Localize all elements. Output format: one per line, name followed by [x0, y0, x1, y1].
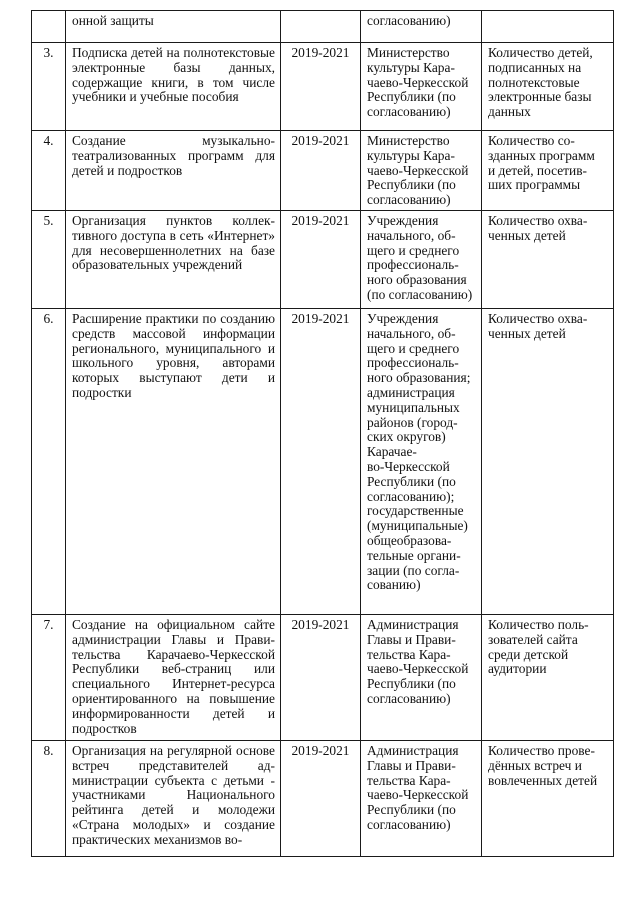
indicator: Количество поль- зователей сайта среди детской аудитории — [482, 614, 614, 740]
table-row — [32, 614, 614, 740]
row-number: 3. — [32, 43, 66, 131]
row-number: 4. — [32, 131, 66, 211]
action-description: Организация пунктов коллективного доступа в сеть «Интернет» для несовершеннолетних на базе образовательных учреждений — [66, 210, 281, 308]
executor: согласованию) — [361, 11, 482, 43]
executor: Администрация Главы и Прави- тельства Кара- чаево-Черкесской Республики (по согласованию) — [361, 740, 482, 856]
row-number: 5. — [32, 210, 66, 308]
action-description: Расширение практики по созданию средств массовой информации регионального, муниципального и школьного уровня, авторами которых выступают дети и подростки — [66, 308, 281, 614]
executor: Министерство культуры Кара- чаево-Черкесской Республики (по согласованию) — [361, 43, 482, 131]
executor: Учреждения начального, об- щего и среднего профессиональ- ного образования; администрация муниципальных районов (город- ских округов) Карачае- во-Черкесской Республики (по согласованию); государственные (муниципальные) общеобразова- тельные органи- зации (по согла- сованию) — [361, 308, 482, 614]
action-description: Создание музыкально-театрализованных программ для детей и подростков — [66, 131, 281, 211]
executor: Администрация Главы и Прави- тельства Кара- чаево-Черкесской Республики (по согласованию) — [361, 614, 482, 740]
row-number — [32, 11, 66, 43]
action-description: Подписка детей на полнотекстовые электронные базы данных, содержащие книги, в том числе учебники и учебные пособия — [66, 43, 281, 131]
row-number: 6. — [32, 308, 66, 614]
row-number: 7. — [32, 614, 66, 740]
period: 2019-2021 — [281, 740, 361, 856]
indicator: Количество охва- ченных детей — [482, 308, 614, 614]
table-row — [32, 740, 614, 856]
indicator: Количество прове- дённых встреч и вовлеченных детей — [482, 740, 614, 856]
row-number: 8. — [32, 740, 66, 856]
table-row — [32, 131, 614, 211]
period: 2019-2021 — [281, 308, 361, 614]
period: 2019-2021 — [281, 43, 361, 131]
document-page — [31, 10, 613, 857]
action-description: Создание на официальном сайте администрации Главы и Правительства Карачаево-Черкесской Республики веб-страниц или специального Интернет-ресурса ориентированного на повышение информированности детей и подростков — [66, 614, 281, 740]
executor: Министерство культуры Кара- чаево-Черкесской Республики (по согласованию) — [361, 131, 482, 211]
indicator: Количество детей, подписанных на полнотекстовые электронные базы данных — [482, 43, 614, 131]
indicator: Количество со- зданных программ и детей, посетив- ших программы — [482, 131, 614, 211]
executor: Учреждения начального, об- щего и среднего профессиональ- ного образования (по согласованию) — [361, 210, 482, 308]
period: 2019-2021 — [281, 210, 361, 308]
action-description: Организация на регулярной основе встреч представителей администрации субъекта с детьми - участниками Национального рейтинга детей и молодежи «Страна молодых» и создание практических механизмов во- — [66, 740, 281, 856]
period: 2019-2021 — [281, 131, 361, 211]
action-description: онной защиты — [66, 11, 281, 43]
period — [281, 11, 361, 43]
action-plan-table — [31, 10, 614, 857]
period: 2019-2021 — [281, 614, 361, 740]
indicator: Количество охва- ченных детей — [482, 210, 614, 308]
table-row — [32, 210, 614, 308]
table-row — [32, 43, 614, 131]
table-row — [32, 11, 614, 43]
indicator — [482, 11, 614, 43]
table-row — [32, 308, 614, 614]
